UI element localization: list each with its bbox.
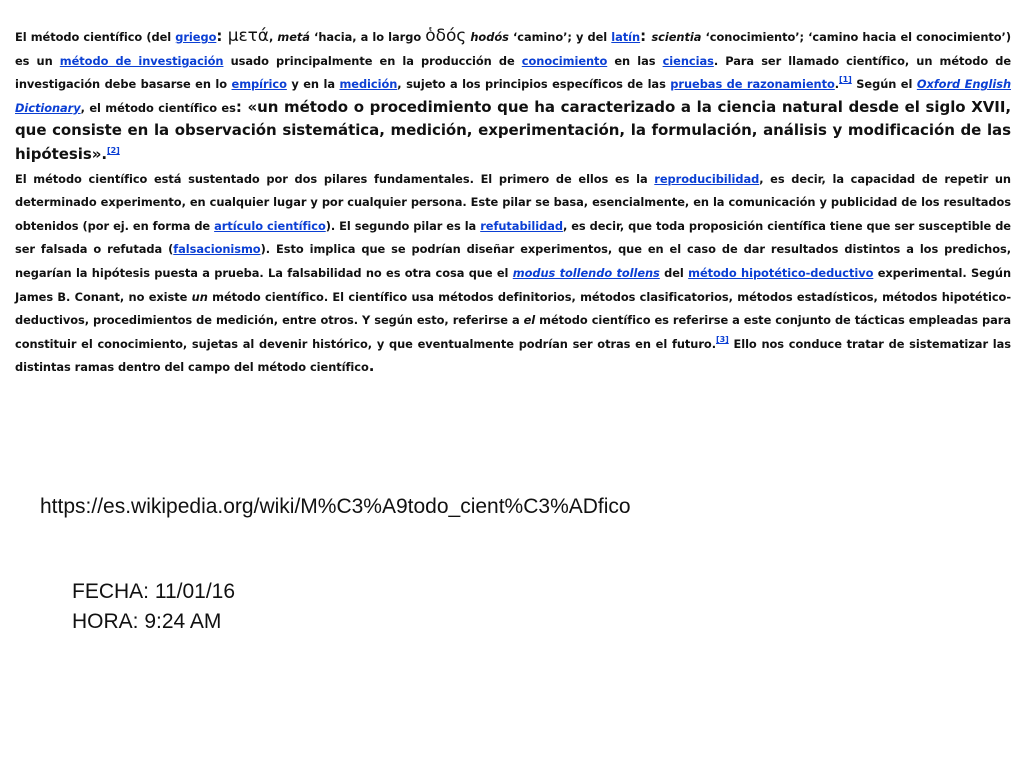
link-empirico[interactable]: empírico <box>231 77 287 92</box>
text-run: Ello nos conduce tratar de sistematizar las distintas ramas dentro del campo del método científico <box>15 336 1011 375</box>
italic-un: un <box>191 289 208 304</box>
text-run: método científico es referirse a este conjunto de tácticas empleadas para constituir el conocimiento, sujetas al devenir histórico, y que eventualmente podrían ser otras en el futuro. <box>15 313 1011 351</box>
text-run: El método científico está sustentado por dos pilares fundamentales. El primero de ellos es la <box>15 171 655 186</box>
text-run: , sujeto a los principios específicos de las <box>397 77 671 92</box>
greek-word-meta: μετά <box>227 26 269 46</box>
capture-info <box>72 577 235 637</box>
text-run: . Para ser llamado científico, un método de investigación debe basarse en lo <box>15 53 1012 92</box>
link-oed-text: Oxford English Dictionary <box>15 77 1012 115</box>
text-run: método científico. El científico usa métodos definitorios, métodos clasificatorios, métodos estadísticos, métodos hipotético-deductivos, procedimientos de medición, entre otros. Y según esto, referirse a <box>15 289 1011 328</box>
link-latin[interactable]: latín <box>611 30 641 44</box>
paragraph-2 <box>15 168 1011 380</box>
text-run: ‘camino’; y del <box>508 30 612 44</box>
link-medicion[interactable]: medición <box>339 77 398 92</box>
text-run: (del <box>142 30 176 44</box>
article-term: El método científico <box>15 30 143 44</box>
italic-scientia: scientia <box>651 30 702 44</box>
text-run: ). El segundo pilar es la <box>325 218 481 233</box>
link-refutabilidad[interactable]: refutabilidad <box>480 218 563 233</box>
source-url: https://es.wikipedia.org/wiki/M%C3%A9todo_cient%C3%ADfico <box>40 495 631 518</box>
reference-3[interactable]: [3] <box>716 334 729 344</box>
capture-time: HORA: 9:24 AM <box>72 610 222 633</box>
capture-date: FECHA: 11/01/16 <box>72 580 236 603</box>
link-metodo-hipotetico-deductivo[interactable]: método hipotético-deductivo <box>688 265 874 280</box>
text-run: , <box>268 30 278 44</box>
italic-el: el <box>523 313 536 328</box>
link-ciencias[interactable]: ciencias <box>662 53 714 68</box>
text-run: . <box>368 357 375 376</box>
link-metodo-de-investigacion[interactable]: método de investigación <box>59 53 224 68</box>
paragraph-1 <box>15 26 1011 168</box>
text-run: en las <box>607 53 663 68</box>
text-run: usado principalmente en la producción de <box>223 53 522 68</box>
text-run: del <box>659 265 689 280</box>
text-run: : «un método o procedimiento que ha caracterizado a la ciencia natural desde el siglo XVII, que consiste en la observación sistemática, medición, experimentación, la formulación, análisis y modificación de las hipótesis». <box>15 97 1012 163</box>
reference-2[interactable]: [2] <box>107 145 120 155</box>
text-run: ). Esto implica que se podrían diseñar experimentos, que en el caso de dar resultados distintos a los predichos, negarían la hipótesis puesta a prueba. La falsabilidad no es otra cosa que el <box>15 242 1011 280</box>
reference-1[interactable]: [1] <box>839 75 852 85</box>
text-run: experimental. Según James B. Conant, no existe <box>15 265 1012 304</box>
text-run: . <box>834 77 840 92</box>
link-griego[interactable]: griego <box>175 30 217 44</box>
link-falsacionismo[interactable]: falsacionismo <box>173 242 261 257</box>
text-run: , el método científico es <box>80 100 236 115</box>
italic-meta: metá <box>277 30 310 44</box>
text-run: ‘conocimiento’; ‘camino hacia el conocimiento’) es un <box>15 30 1011 68</box>
text-run: , es decir, que toda proposición científica tiene que ser susceptible de ser falsada o refutada ( <box>15 218 1011 257</box>
text-run: : <box>640 27 652 45</box>
link-reproducibilidad[interactable]: reproducibilidad <box>654 171 760 186</box>
link-modus-text: modus tollendo tollens <box>512 265 660 280</box>
text-run: Según el <box>851 77 917 92</box>
text-run: : <box>216 27 228 45</box>
greek-word-hodos: ὁδός <box>425 26 467 46</box>
article-body <box>15 26 1011 380</box>
link-conocimiento[interactable]: conocimiento <box>521 53 608 68</box>
italic-hodos: hodós <box>470 30 509 44</box>
text-run: y en la <box>286 77 340 92</box>
link-articulo-cientifico[interactable]: artículo científico <box>214 218 326 233</box>
link-modus-tollendo-tollens[interactable] <box>513 266 660 280</box>
text-run: ‘hacia, a lo largo <box>309 30 426 44</box>
link-pruebas-de-razonamiento[interactable]: pruebas de razonamiento <box>670 77 835 92</box>
text-run: , es decir, la capacidad de repetir un determinado experimento, en cualquier lugar y por cualquier persona. Este pilar se basa, esencialmente, en la comunicación y publicidad de los resultados obtenidos (por ej. en forma de <box>15 171 1011 233</box>
